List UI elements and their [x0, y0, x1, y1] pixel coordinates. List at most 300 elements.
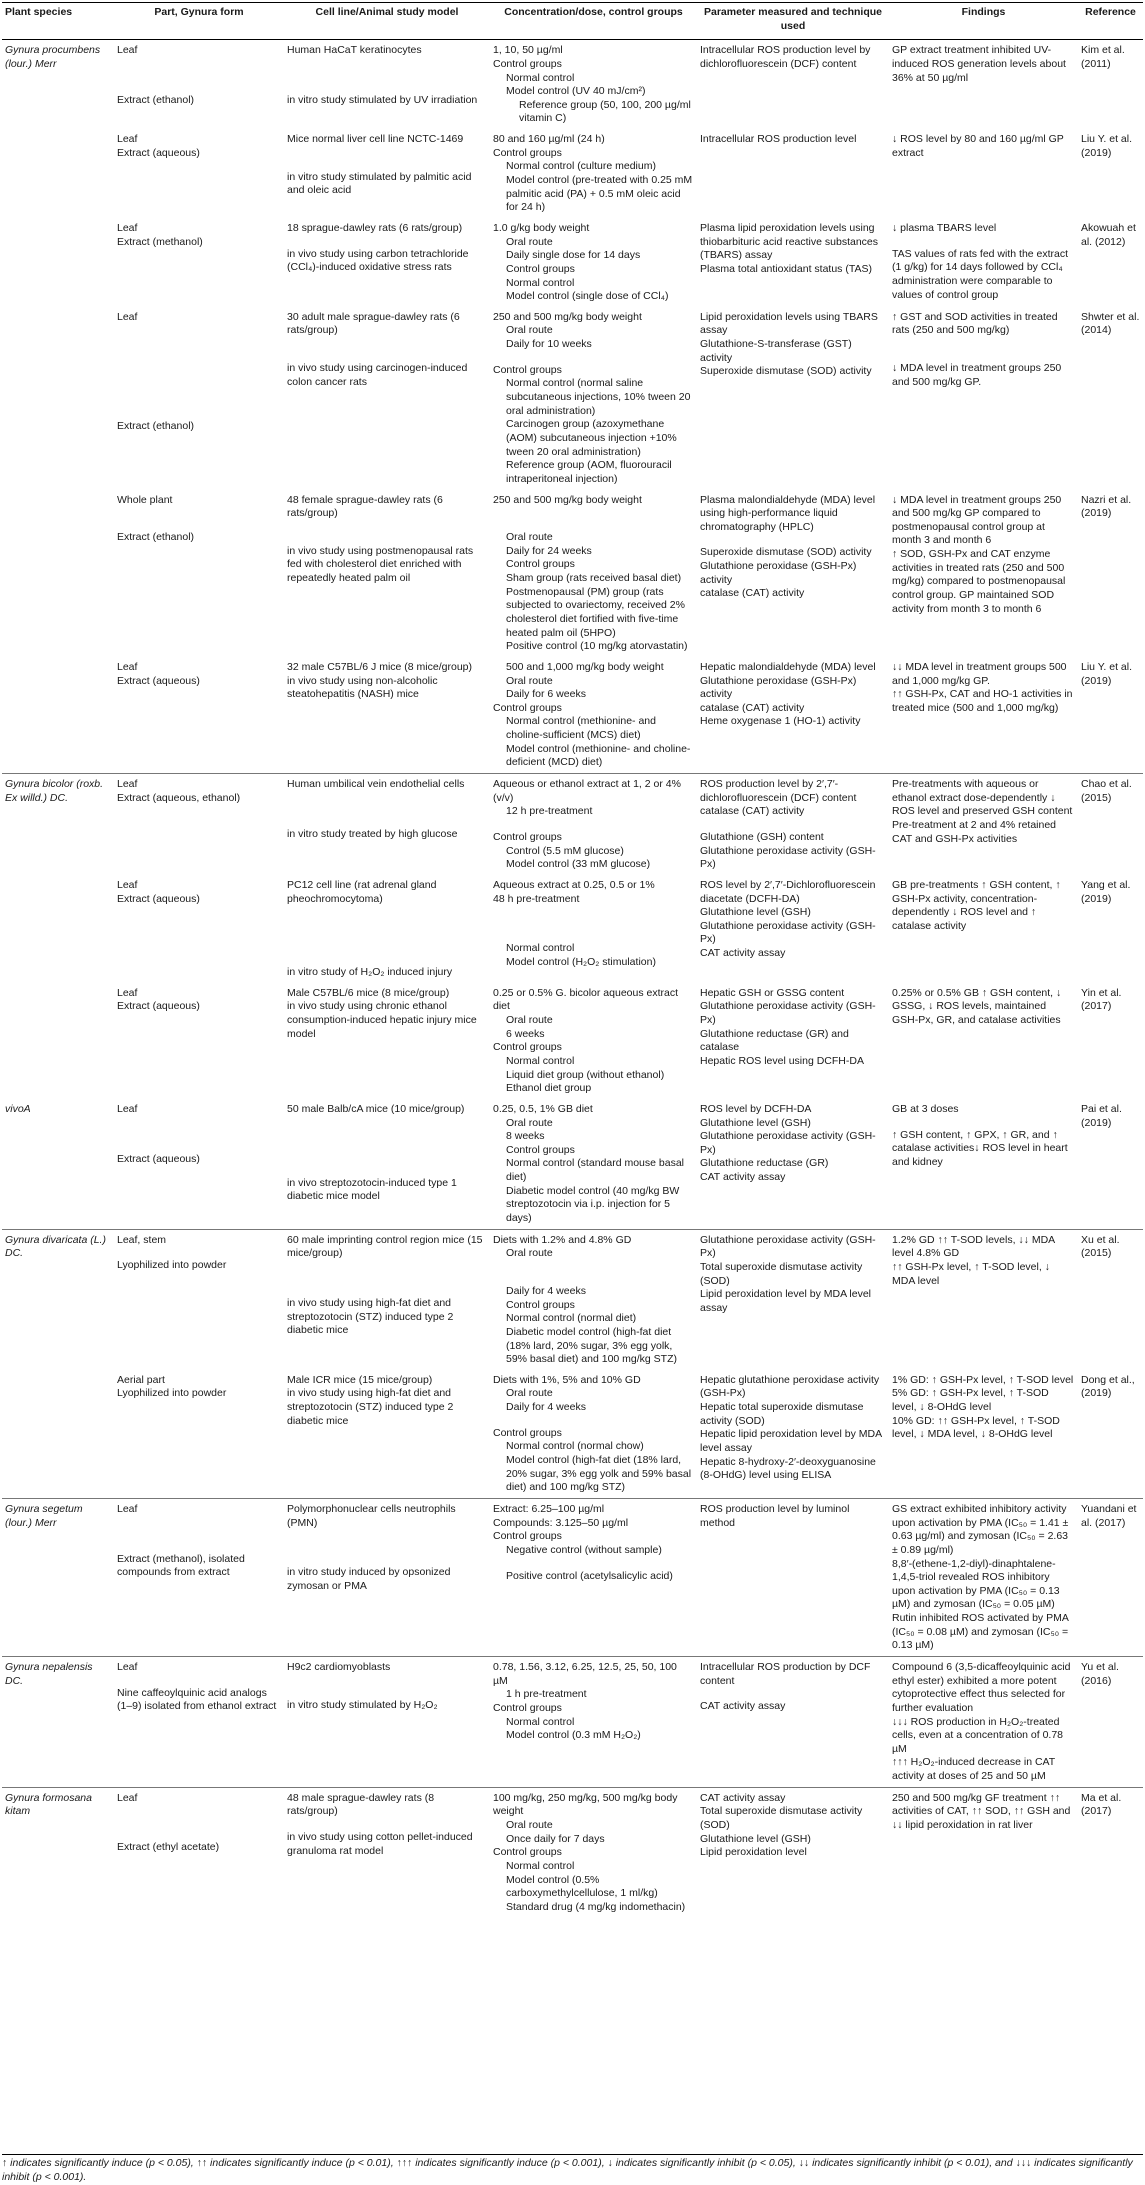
- cell-line: CAT activity assay: [700, 1791, 786, 1804]
- cell-line: ROS production level by luminol method: [700, 1502, 850, 1529]
- cell-param: [697, 1370, 889, 1499]
- cell-line: ↓↓ MDA level in treatment groups 500 and 1,000 mg/kg GP.: [892, 660, 1067, 687]
- cell-findings: [889, 983, 1078, 1099]
- cell-ref: Yang et al. (2019): [1081, 878, 1131, 905]
- header-reference: Reference: [1078, 3, 1143, 40]
- cell-part: [114, 129, 284, 218]
- cell-part: [114, 657, 284, 774]
- table-row: [2, 774, 1143, 875]
- table-row: [2, 129, 1143, 218]
- cell-line: GP extract treatment inhibited UV-induced ROS generation levels about 36% at 50 µg/ml: [892, 44, 1066, 84]
- cell-dose: [490, 307, 697, 490]
- cell-model: [284, 1229, 490, 1370]
- cell-species: [2, 657, 114, 774]
- cell-line: Positive control (10 mg/kg atorvastatin): [506, 640, 688, 653]
- cell-param: [697, 218, 889, 307]
- cell-line: 250 and 500 mg/kg body weight: [493, 493, 642, 506]
- cell-part: [114, 774, 284, 875]
- cell-line: in vitro study of H₂O₂ induced injury: [287, 966, 453, 979]
- cell-model: [284, 1099, 490, 1229]
- cell-line: Normal control (normal diet): [506, 1312, 637, 1325]
- cell-line: Glutathione peroxidase (GSH-Px) activity: [700, 674, 857, 701]
- cell-line: Normal control (normal saline subcutaneous injections, 10% tween 20 oral administration): [506, 377, 691, 417]
- cell-line: Glutathione peroxidase activity (GSH-Px): [700, 1130, 876, 1156]
- cell-line: [287, 1530, 487, 1542]
- cell-part: [114, 983, 284, 1099]
- cell-line: 100 mg/kg, 250 mg/kg, 500 mg/kg body weight: [493, 1791, 678, 1818]
- cell-line: Reference group (AOM, fluorouracil intraperitoneal injection): [506, 459, 672, 485]
- cell-line: Extract: 6.25–100 µg/ml: [493, 1502, 605, 1515]
- cell-line: Control groups: [493, 1846, 562, 1859]
- cell-model: [284, 129, 490, 218]
- cell-line: Diets with 1.2% and 4.8% GD: [493, 1233, 632, 1246]
- cell-line: Intracellular ROS production by DCF content: [700, 1660, 871, 1687]
- cell-line: [287, 338, 487, 350]
- cell-param: [697, 983, 889, 1099]
- cell-species: Gynura segetum (lour.) Merr: [2, 1498, 114, 1656]
- cell-line: Daily for 4 weeks: [506, 1284, 586, 1297]
- cell-line: Extract (aqueous): [117, 1000, 200, 1013]
- cell-line: Oral route: [506, 1247, 553, 1260]
- cell-dose: [490, 490, 697, 657]
- cell-line: [892, 1117, 1075, 1129]
- cell-ref: Nazri et al. (2019): [1081, 493, 1132, 520]
- cell-line: 500 and 1,000 mg/kg body weight: [506, 660, 664, 673]
- cell-dose: [490, 983, 697, 1099]
- cell-line: Leaf: [117, 1102, 138, 1115]
- cell-line: Intracellular ROS production level by dichlorofluorescein (DCF) content: [700, 44, 871, 70]
- cell-line: Extract (aqueous): [117, 674, 200, 687]
- header-findings: Findings: [889, 3, 1078, 40]
- cell-line: [117, 408, 281, 420]
- cell-part: [114, 1229, 284, 1370]
- cell-line: 0.78, 1.56, 3.12, 6.25, 12.5, 25, 50, 100 µM: [493, 1660, 677, 1687]
- cell-line: Normal control: [506, 1055, 575, 1067]
- cell-line: Extract (ethanol): [117, 531, 195, 544]
- cell-line: [493, 1558, 694, 1570]
- cell-line: Hepatic ROS level using DCFH-DA: [700, 1055, 864, 1067]
- cell-line: Extract (methanol): [117, 235, 203, 248]
- cell-findings: [889, 218, 1078, 307]
- cell-line: in vivo study using cotton pellet-induced granuloma rat model: [287, 1831, 473, 1857]
- cell-line: [117, 58, 281, 70]
- cell-line: Control groups: [493, 701, 562, 714]
- cell-line: ROS production level by 2′,7′-dichlorofluorescein (DCF) content: [700, 778, 857, 804]
- cell-line: Polymorphonuclear cells neutrophils (PMN): [287, 1502, 456, 1529]
- table-row: [2, 875, 1143, 983]
- cell-line: ↑↑ GSH-Px, CAT and HO-1 activities in treated mice (500 and 1,000 mg/kg): [892, 688, 1073, 714]
- cell-line: Control groups: [506, 262, 575, 275]
- cell-line: Human HaCaT keratinocytes: [287, 44, 422, 57]
- table-row: [2, 657, 1143, 774]
- cell-line: Model control (0.5% carboxymethylcellulose, 1 ml/kg): [506, 1873, 658, 1900]
- cell-line: [287, 533, 487, 545]
- cell-line: [493, 819, 694, 831]
- cell-model: [284, 490, 490, 657]
- cell-line: 1 h pre-treatment: [506, 1688, 587, 1701]
- cell-line: 60 male imprinting control region mice (15 mice/group): [287, 1233, 483, 1260]
- table-row: [2, 983, 1143, 1099]
- cell-line: Control groups: [506, 558, 575, 571]
- cell-line: Plasma malondialdehyde (MDA) level using high-performance liquid chromatography (HPLC): [700, 493, 876, 533]
- cell-line: Extract (aqueous): [117, 892, 200, 905]
- cell-line: in vivo study using carbon tetrachloride (CCl₄)-induced oxidative stress rats: [287, 247, 469, 274]
- cell-species: Gynura divaricata (L.) DC.: [2, 1229, 114, 1370]
- cell-model: [284, 40, 490, 129]
- cell-line: 48 h pre-treatment: [493, 892, 580, 905]
- cell-line: Nine caffeoylquinic acid analogs (1–9) isolated from ethanol extract: [117, 1686, 277, 1713]
- cell-line: GB pre-treatments ↑ GSH content, ↑ GSH-Px activity, concentration-dependently ↓ ROS level and ↑ catalase activity: [892, 878, 1061, 932]
- header-parameter: Parameter measured and technique used: [697, 3, 889, 40]
- cell-line: ↓ MDA level in treatment groups 250 and 500 mg/kg GP.: [892, 362, 1062, 388]
- cell-dose: [490, 1370, 697, 1499]
- cell-ref: Kim et al. (2011): [1078, 40, 1143, 129]
- cell-ref: Shwter et al. (2014): [1081, 310, 1140, 337]
- cell-line: Lipid peroxidation level by MDA level assay: [700, 1288, 872, 1314]
- cell-line: Heme oxygenase 1 (HO-1) activity: [700, 715, 861, 728]
- cell-line: GS extract exhibited inhibitory activity upon activation by PMA (IC₅₀ = 1.41 ± 0.63 µg/ml) and zymosan (IC₅₀ = 2.63 ± 0.89 µg/ml): [892, 1502, 1069, 1556]
- cell-line: in vitro study stimulated by UV irradiation: [287, 93, 478, 106]
- cell-line: [117, 82, 281, 94]
- cell-line: Glutathione reductase (GR): [700, 1157, 829, 1170]
- cell-line: Leaf: [117, 310, 138, 323]
- cell-findings: [889, 490, 1078, 657]
- cell-species: [2, 875, 114, 983]
- cell-line: PC12 cell line (rat adrenal gland pheochromocytoma): [287, 878, 437, 905]
- cell-dose: [490, 1656, 697, 1787]
- cell-species: [2, 307, 114, 490]
- cell-line: [493, 918, 694, 930]
- cell-dose: [490, 1787, 697, 1917]
- cell-line: [117, 1117, 281, 1129]
- cell-line: Liquid diet group (without ethanol): [506, 1068, 665, 1081]
- cell-line: Extract (aqueous): [117, 146, 200, 159]
- cell-part: [114, 1099, 284, 1229]
- cell-line: [700, 534, 886, 546]
- cell-line: CAT activity assay: [700, 1171, 786, 1184]
- cell-line: [287, 1129, 487, 1141]
- cell-line: Male C57BL/6 mice (8 mice/group): [287, 986, 450, 999]
- table-row: [2, 1370, 1143, 1499]
- cell-line: 250 and 500 mg/kg body weight: [493, 310, 642, 323]
- cell-part: [114, 40, 284, 129]
- cell-line: [117, 360, 281, 372]
- cell-species: Gynura procumbens (lour.) Merr: [2, 40, 114, 129]
- cell-line: Lipid peroxidation level: [700, 1846, 807, 1859]
- cell-line: Glutathione level (GSH): [700, 906, 811, 919]
- cell-species: [2, 983, 114, 1099]
- cell-line: Leaf: [117, 133, 138, 146]
- cell-line: [493, 930, 694, 942]
- cell-findings: [889, 307, 1078, 490]
- cell-line: Model control (H₂O₂ stimulation): [506, 955, 656, 968]
- cell-line: Aqueous or ethanol extract at 1, 2 or 4% (v/v): [493, 778, 681, 804]
- cell-line: Glutathione level (GSH): [700, 1116, 811, 1129]
- cell-line: Model control (UV 40 mJ/cm²): [506, 85, 646, 98]
- cell-line: Extract (ethanol): [117, 420, 195, 433]
- table-row: [2, 1656, 1143, 1787]
- cell-line: Lyophilized into powder: [117, 1387, 227, 1400]
- cell-dose: [490, 1229, 697, 1370]
- cell-line: Normal control: [506, 276, 575, 289]
- cell-line: Glutathione (GSH) content: [700, 830, 824, 843]
- cell-ref: Yu et al. (2016): [1078, 1656, 1143, 1787]
- cell-line: Normal control (normal chow): [506, 1440, 644, 1453]
- cell-line: 1% GD: ↑ GSH-Px level, ↑ T-SOD level: [892, 1373, 1074, 1386]
- cell-line: CAT activity assay: [700, 1700, 786, 1713]
- cell-findings: [889, 657, 1078, 774]
- cell-line: Carcinogen group (azoxymethane (AOM) subcutaneous injection +10% tween 20 oral administration): [506, 418, 677, 458]
- cell-line: [117, 1805, 281, 1817]
- cell-line: [117, 336, 281, 348]
- cell-line: Mice normal liver cell line NCTC-1469: [287, 133, 464, 146]
- cell-param: [697, 774, 889, 875]
- cell-param: [697, 129, 889, 218]
- cell-dose: [490, 1498, 697, 1656]
- cell-line: Negative control (without sample): [506, 1543, 662, 1556]
- cell-line: Aqueous extract at 0.25, 0.5 or 1%: [493, 878, 655, 891]
- cell-line: in vitro study induced by opsonized zymosan or PMA: [287, 1566, 451, 1592]
- cell-line: in vivo study using high-fat diet and streptozotocin (STZ) induced type 2 diabetic mice: [287, 1296, 454, 1337]
- cell-line: [287, 1285, 487, 1297]
- cell-line: Glutathione peroxidase activity (GSH-Px): [700, 919, 876, 946]
- cell-species: Gynura bicolor (roxb. Ex willd.) DC.: [2, 774, 114, 875]
- cell-line: Glutathione peroxidase (GSH-Px) activity: [700, 560, 857, 586]
- cell-line: 50 male Balb/cA mice (10 mice/group): [287, 1102, 465, 1115]
- cell-param: [697, 1498, 889, 1656]
- cell-line: [117, 1129, 281, 1141]
- cell-line: Control groups: [493, 1041, 562, 1054]
- cell-line: [892, 236, 1075, 248]
- cell-line: [117, 519, 281, 531]
- cell-line: [117, 348, 281, 360]
- cell-model: [284, 875, 490, 983]
- cell-line: [287, 1165, 487, 1177]
- cell-dose: [490, 774, 697, 875]
- cell-line: catalase (CAT) activity: [700, 587, 805, 600]
- cell-line: Compounds: 3.125–50 µg/ml: [493, 1516, 629, 1529]
- cell-line: [287, 82, 487, 94]
- cell-line: 8 weeks: [506, 1130, 545, 1143]
- cell-line: Postmenopausal (PM) group (rats subjected to ovariectomy, received 2% cholesterol diet fortified with five-time heated palm oil (5HPO): [506, 585, 685, 639]
- cell-line: Lipid peroxidation levels using TBARS assay: [700, 310, 878, 337]
- cell-line: TAS values of rats fed with the extract (1 g/kg) for 14 days followed by CCl₄ administration were comparable to values of control group: [892, 247, 1069, 301]
- cell-line: Leaf: [117, 221, 138, 234]
- cell-line: Control groups: [493, 830, 562, 843]
- cell-line: Oral route: [506, 1116, 553, 1129]
- cell-line: [493, 906, 694, 918]
- cell-line: [493, 519, 694, 531]
- cell-line: Leaf: [117, 44, 138, 57]
- cell-line: ↑↑ GSH-Px level, ↑ T-SOD level, ↓ MDA level: [892, 1260, 1050, 1287]
- cell-line: Sham group (rats received basal diet): [506, 572, 682, 585]
- cell-part: [114, 1370, 284, 1499]
- cell-param: [697, 40, 889, 129]
- cell-line: Normal control (standard mouse basal diet): [506, 1157, 684, 1184]
- cell-line: [117, 507, 281, 519]
- table-row: [2, 218, 1143, 307]
- cell-part: [114, 1787, 284, 1917]
- cell-line: [287, 521, 487, 533]
- cell-line: ROS level by 2′,7′-Dichlorofluorescein diacetate (DCFH-DA): [700, 878, 876, 905]
- cell-line: in vivo study using carcinogen-induced colon cancer rats: [287, 362, 468, 388]
- cell-line: Oral route: [506, 1014, 553, 1027]
- cell-line: [700, 1688, 886, 1700]
- cell-line: Human umbilical vein endothelial cells: [287, 778, 465, 791]
- cell-line: [287, 1117, 487, 1129]
- cell-line: Oral route: [506, 531, 553, 544]
- cell-line: Leaf: [117, 1502, 138, 1515]
- cell-line: [287, 1675, 487, 1687]
- cell-line: in vivo study using chronic ethanol consumption-induced hepatic injury mice model: [287, 1000, 477, 1040]
- cell-model: [284, 1498, 490, 1656]
- cell-line: Normal control: [506, 1859, 575, 1872]
- cell-param: [697, 490, 889, 657]
- antioxidant-studies-table: [2, 2, 1143, 1918]
- cell-param: [697, 307, 889, 490]
- table-row: [2, 40, 1143, 129]
- cell-line: [117, 70, 281, 82]
- cell-line: Standard drug (4 mg/kg indomethacin): [506, 1900, 686, 1913]
- cell-line: [117, 1817, 281, 1829]
- cell-line: [892, 350, 1075, 362]
- cell-ref: Yuandani et al. (2017): [1078, 1498, 1143, 1656]
- cell-line: [493, 507, 694, 519]
- cell-species: vivoA: [5, 1102, 31, 1115]
- cell-line: Leaf: [117, 986, 138, 999]
- cell-species: Gynura nepalensis DC.: [2, 1656, 114, 1787]
- cell-line: ↑ SOD, GSH-Px and CAT enzyme activities in treated rats (250 and 500 mg/kg) compared to postmenopausal control group. GP maintained SOD activity from month 3 to month 6: [892, 548, 1066, 615]
- cell-model: [284, 657, 490, 774]
- cell-line: Extract (aqueous): [117, 1152, 200, 1165]
- cell-findings: [889, 1099, 1078, 1229]
- cell-line: 48 male sprague-dawley rats (8 rats/group): [287, 1791, 435, 1818]
- cell-line: [287, 930, 487, 942]
- cell-line: Aerial part: [117, 1373, 165, 1386]
- cell-part: [114, 307, 284, 490]
- cell-line: 18 sprague-dawley rats (6 rats/group): [287, 221, 463, 234]
- cell-findings: [889, 1370, 1078, 1499]
- cell-line: ↓ plasma TBARS level: [892, 221, 997, 234]
- cell-line: Diabetic model control (40 mg/kg BW streptozotocin via i.p. injection for 5 days): [506, 1184, 680, 1225]
- cell-findings: [889, 40, 1078, 129]
- cell-findings: [889, 129, 1078, 218]
- cell-line: Control groups: [493, 1426, 562, 1439]
- cell-param: [697, 875, 889, 983]
- cell-line: Male ICR mice (15 mice/group): [287, 1373, 433, 1386]
- cell-line: Total superoxide dismutase activity (SOD): [700, 1805, 863, 1832]
- cell-dose: [490, 1099, 697, 1229]
- cell-line: Pre-treatments with aqueous or ethanol extract dose-dependently ↓ ROS level and preserved GSH content: [892, 778, 1073, 818]
- cell-line: Daily for 4 weeks: [506, 1401, 586, 1414]
- cell-species: [2, 218, 114, 307]
- cell-line: Normal control (methionine- and choline-sufficient (MCS) diet): [506, 715, 656, 742]
- table-body: [2, 40, 1143, 1918]
- cell-line: 30 adult male sprague-dawley rats (6 rats/group): [287, 310, 460, 337]
- cell-line: Normal control (culture medium): [506, 160, 656, 173]
- cell-line: Total superoxide dismutase activity (SOD): [700, 1260, 863, 1287]
- cell-ref: Xu et al. (2015): [1078, 1229, 1143, 1370]
- cell-line: Extract (aqueous, ethanol): [117, 791, 241, 804]
- cell-line: in vitro study stimulated by H₂O₂: [287, 1698, 438, 1711]
- cell-line: Control groups: [493, 1530, 562, 1543]
- cell-line: Positive control (acetylsalicylic acid): [506, 1569, 673, 1582]
- cell-line: Control groups: [493, 363, 562, 376]
- cell-line: Oral route: [506, 1387, 553, 1400]
- cell-line: Model control (methionine- and choline-deficient (MCD) diet): [506, 742, 691, 769]
- cell-line: [117, 1247, 281, 1259]
- cell-species: [2, 129, 114, 218]
- cell-param: [697, 1229, 889, 1370]
- cell-ref: Pai et al. (2019): [1081, 1102, 1122, 1129]
- cell-findings: [889, 774, 1078, 875]
- cell-line: Model control (single dose of CCl₄): [506, 290, 669, 303]
- cell-model: [284, 774, 490, 875]
- cell-line: Hepatic total superoxide dismutase activity (SOD): [700, 1401, 864, 1427]
- cell-line: Normal control: [506, 71, 575, 84]
- cell-ref: Ma et al. (2017): [1078, 1787, 1143, 1917]
- cell-line: [287, 1687, 487, 1699]
- cell-part: [114, 1656, 284, 1787]
- cell-ref: Liu Y. et al. (2019): [1081, 660, 1132, 687]
- cell-line: [287, 1141, 487, 1153]
- cell-line: ROS level by DCFH-DA: [700, 1102, 812, 1115]
- cell-findings: [889, 1787, 1078, 1917]
- cell-line: Glutathione-S-transferase (GST) activity: [700, 338, 852, 364]
- cell-dose: [490, 218, 697, 307]
- cell-line: 1, 10, 50 µg/ml: [493, 44, 563, 57]
- header-dose: Concentration/dose, control groups: [490, 3, 697, 40]
- cell-line: Hepatic malondialdehyde (MDA) level: [700, 660, 876, 673]
- cell-line: Superoxide dismutase (SOD) activity: [700, 546, 872, 559]
- cell-dose: [490, 875, 697, 983]
- cell-line: Rutin inhibited ROS activated by PMA (IC₅₀ = 0.08 µM) and zymosan (IC₅₀ = 0.13 µM): [892, 1612, 1069, 1652]
- cell-line: [117, 396, 281, 408]
- header-part-form: Part, Gynura form: [114, 3, 284, 40]
- cell-model: [284, 983, 490, 1099]
- table-row: [2, 1229, 1143, 1370]
- cell-line: Once daily for 7 days: [506, 1832, 605, 1845]
- cell-line: H9c2 cardiomyoblasts: [287, 1660, 391, 1673]
- cell-line: in vivo study using non-alcoholic steatohepatitis (NASH) mice: [287, 674, 438, 701]
- cell-line: in vivo streptozotocin-induced type 1 diabetic mice model: [287, 1176, 457, 1203]
- cell-line: [117, 324, 281, 336]
- cell-line: Leaf: [117, 1660, 138, 1673]
- cell-line: Superoxide dismutase (SOD) activity: [700, 365, 872, 378]
- cell-line: 1.2% GD ↑↑ T-SOD levels, ↓↓ MDA level 4.8% GD: [892, 1233, 1055, 1260]
- cell-line: Extract (methanol), isolated compounds from extract: [117, 1552, 245, 1579]
- table-row: [2, 1787, 1143, 1917]
- cell-dose: [490, 657, 697, 774]
- cell-line: Diets with 1%, 5% and 10% GD: [493, 1373, 641, 1386]
- cell-line: Leaf: [117, 660, 138, 673]
- cell-line: Glutathione peroxidase activity (GSH-Px): [700, 1000, 876, 1027]
- cell-line: Compound 6 (3,5-dicaffeoylquinic acid ethyl ester) exhibited a more potent cytoprotective effect thus selected for further evaluation: [892, 1660, 1071, 1714]
- cell-line: Leaf: [117, 778, 138, 791]
- cell-line: [287, 942, 487, 954]
- cell-line: [287, 147, 487, 159]
- header-plant-species: Plant species: [2, 3, 114, 40]
- cell-line: [117, 1529, 281, 1541]
- cell-line: GB at 3 doses: [892, 1102, 959, 1115]
- table-footnote: ↑ indicates significantly induce (p < 0.05), ↑↑ indicates significantly induce (p < 0.01), ↑↑↑ indicates significantly induce (p < 0.001), ↓ indicates significantly inhibit (p < 0.05), ↓↓ indicates significantly inhibit (p < 0.01), and ↓↓↓ indicates significantly inhibit (p < 0.001).: [2, 2154, 1143, 2184]
- cell-line: [287, 350, 487, 362]
- cell-line: Intracellular ROS production level: [700, 133, 857, 146]
- cell-line: [287, 954, 487, 966]
- cell-line: Daily for 10 weeks: [506, 338, 592, 351]
- cell-ref: Chao et al. (2015): [1078, 774, 1143, 875]
- cell-line: in vitro study stimulated by palmitic acid and oleic acid: [287, 170, 472, 197]
